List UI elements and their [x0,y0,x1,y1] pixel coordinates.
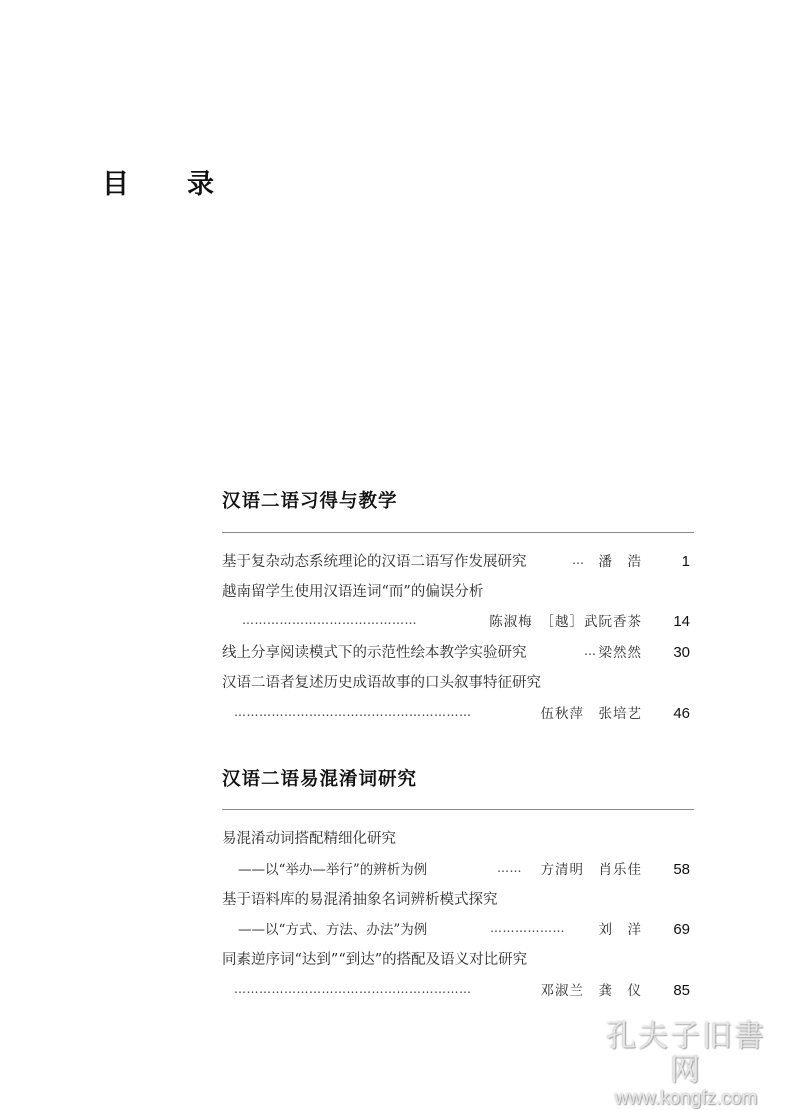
entry-subtitle: ——以“举办—举行”的辨析为例 [238,862,428,878]
entry-authors: 方清明 肖乐佳 [540,862,642,878]
toc-entry[interactable] [222,671,694,695]
leader-dots: ……………… [490,921,565,935]
toc-entry[interactable] [222,580,694,604]
toc-entry[interactable] [222,641,694,665]
leader-dots: ………………………………………………… [234,982,472,996]
toc-entry-continuation[interactable] [222,918,694,942]
page-title [102,162,214,201]
section-divider [222,532,694,533]
leader-dots: …………………………………… [242,613,417,627]
toc-entry-continuation[interactable] [222,610,694,634]
entry-authors: 陈淑梅 ［越］武阮香茶 [489,614,642,630]
entry-authors: 刘 洋 [598,922,642,938]
entry-title: 易混淆动词搭配精细化研究 [222,831,396,847]
leader-dots: …… [497,861,522,875]
toc-entry[interactable] [222,550,694,574]
title-char-1: 目 [102,169,129,200]
entry-page: 14 [673,613,690,630]
watermark-brand: 孔夫子旧書网 [606,1019,766,1088]
title-char-2: 录 [187,169,214,200]
toc-entry-continuation[interactable] [222,702,694,726]
entry-authors: 潘 浩 [598,554,642,570]
watermark-url: www.kongfz.com [614,1088,758,1109]
toc-entry-continuation[interactable] [222,979,694,1003]
entry-page: 46 [673,705,690,722]
toc-entry[interactable] [222,948,694,972]
entry-title: 基于语料库的易混淆抽象名词辨析模式探究 [222,892,498,908]
leader-dots: … [572,553,585,567]
entry-subtitle: ——以“方式、方法、办法”为例 [238,922,428,938]
entry-authors: 邓淑兰 龚 仪 [540,983,642,999]
entry-title: 越南留学生使用汉语连词“而”的偏误分析 [222,584,484,600]
entry-title: 汉语二语者复述历史成语故事的口头叙事特征研究 [222,675,541,691]
entry-page: 85 [673,982,690,999]
section-heading: 汉语二语易混淆词研究 [222,769,418,790]
entry-title: 同素逆序词“达到”“到达”的搭配及语义对比研究 [222,952,528,968]
toc-entry[interactable] [222,827,694,851]
entry-page: 1 [681,553,690,570]
entry-authors: 梁然然 [598,645,642,661]
entry-page: 30 [673,644,690,661]
entry-title: 线上分享阅读模式下的示范性绘本教学实验研究 [222,645,527,661]
section-divider [222,809,694,810]
entry-page: 69 [673,921,690,938]
toc-entry[interactable] [222,888,694,912]
entry-title: 基于复杂动态系统理论的汉语二语写作发展研究 [222,554,527,570]
leader-dots: … [584,644,597,658]
toc-entry-continuation[interactable] [222,858,694,882]
section-heading: 汉语二语习得与教学 [222,491,398,512]
entry-page: 58 [673,861,690,878]
leader-dots: ………………………………………………… [234,705,472,719]
watermark [596,1020,776,1110]
entry-authors: 伍秋萍 张培艺 [540,706,642,722]
